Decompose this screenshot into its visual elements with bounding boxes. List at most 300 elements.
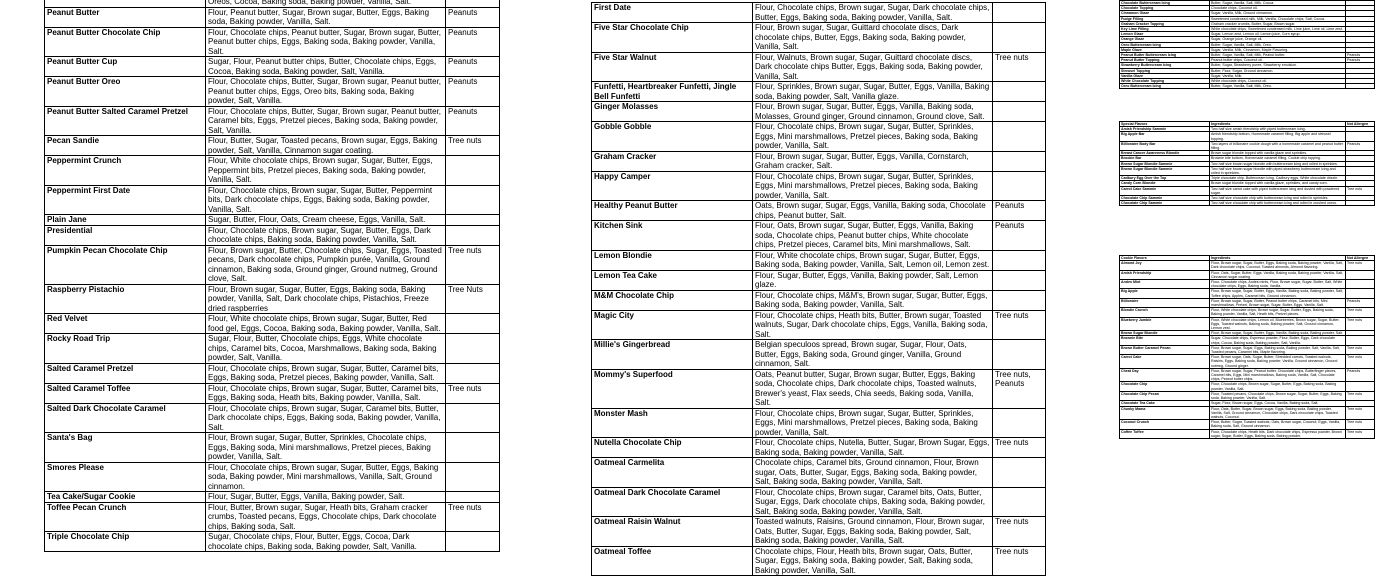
table-row xyxy=(45,383,500,403)
allergen-cell xyxy=(446,215,500,226)
flavor-name: Oatmeal Toffee xyxy=(592,546,753,576)
table-row xyxy=(592,250,1046,270)
ingredients-cell: Oats, Brown sugar, Sugar, Eggs, Vanilla, Baking soda, Chocolate chips, Peanut butter, Salt. xyxy=(753,201,993,221)
ingredients-cell: Two half size chocolate chip with buttercream icing and rolled in sprinkles. xyxy=(1210,196,1346,201)
table-row xyxy=(45,502,500,532)
table-row xyxy=(592,171,1046,201)
ingredients-cell: Flour, Chocolate chips, Brown sugar, Sugar, Dark chocolate chips, Butter, Eggs, Baking soda, Baking powder, Vanilla, Salt. xyxy=(753,3,993,23)
allergen-cell: Tree nuts xyxy=(1346,261,1375,270)
ingredients-cell: Flour, Butter, Sugar, Toasted pecans, Brown sugar, Eggs, Baking powder, Salt, Vanilla, Cinnamon sugar coating. xyxy=(206,136,446,156)
allergen-cell xyxy=(446,334,500,364)
table-row xyxy=(592,517,1046,547)
table-row xyxy=(45,215,500,226)
ingredients-cell: Two half size brown sugar blondie with buttercream icing and rolled in sprinkles. xyxy=(1210,161,1346,166)
ingredients-cell: Butter, Sugar, Vanilla, Salt, Milk, Oreo. xyxy=(1210,84,1346,89)
allergen-cell: Tree nuts xyxy=(446,502,500,532)
table-row xyxy=(1120,289,1375,298)
flavor-name: Carrot Cake Sammie xyxy=(1120,186,1210,195)
ingredients-cell: Flour, Chocolate chips, M&M's, Brown sugar, Sugar, Butter, Eggs, Baking soda, Baking powder, Vanilla, Salt. xyxy=(753,290,993,310)
ingredients-cell: Flour, Chocolate chips, Brown sugar, Sugar, Butter, Eggs, Baking soda, Baking powder, Mini marshmallows, Vanilla, Salt, Ground cinnamon. xyxy=(206,462,446,492)
flavor-name: Smores Please xyxy=(45,462,206,492)
ingredients-cell: Belgian speculoos spread, Brown sugar, Sugar, Flour, Oats, Butter, Eggs, Baking soda, Ground ginger, Vanilla, Ground cinnamon, Salt. xyxy=(753,340,993,370)
ingredients-cell: Flour, Oats, Butter, Sugar, Brown sugar, Eggs, Baking soda, Baking powder, Vanilla, Salt, Ground cinnamon, Chocolate chips, Dark chocolate chips, Toasted walnuts, Coconut. xyxy=(1210,406,1346,420)
allergen-cell xyxy=(446,532,500,552)
ingredients-cell: Flour, Oats, Brown sugar, Sugar, Butter, Eggs, Vanilla, Baking soda, Chocolate chips, Peanut butter chips, White chocolate chips, Pretzel pieces, Caramel bits, Mini marshmallows, Salt. xyxy=(753,221,993,251)
flavor-name: Chocolate Topping xyxy=(1120,6,1210,11)
ingredients-cell: Flour, Chocolate chips, Heath bits, Butter, Brown sugar, Toasted walnuts, Sugar, Dark chocolate chips, Eggs, Vanilla, Baking soda, Salt. xyxy=(753,310,993,340)
flavor-name: Salted Dark Chocolate Caramel xyxy=(45,403,206,433)
flavor-name: Millie's Gingerbread xyxy=(592,340,753,370)
special-flavors-table xyxy=(1119,121,1375,206)
allergen-cell: Peanuts xyxy=(1346,141,1375,150)
allergen-cell xyxy=(1346,336,1375,345)
table-row xyxy=(592,270,1046,290)
table-row xyxy=(592,310,1046,340)
ingredients-cell: Butter, Sugar, Vanilla, Salt, Milk, Oreo. xyxy=(1210,42,1346,47)
flavor-name: Brown Butter Caramel Pecan xyxy=(1120,345,1210,354)
table-row xyxy=(1120,429,1375,438)
ingredients-cell: Graham cracker crumbs, Butter, Sugar, Brown sugar. xyxy=(1210,21,1346,26)
flavor-name: Nutella Chocolate Chip xyxy=(592,438,753,458)
flavor-name: Peanut Butter xyxy=(45,7,206,27)
ingredients-cell: Peanut butter chips, Coconut oil. xyxy=(1210,58,1346,63)
allergen-cell: Tree nuts xyxy=(1346,406,1375,420)
flavor-name: Five Star Walnut xyxy=(592,52,753,82)
ingredients-cell: Butter, Sugar, Vanilla, Salt, Milk, Peanut butter. xyxy=(1210,53,1346,58)
table-row xyxy=(592,23,1046,53)
flavor-name: Rocky Road Trip xyxy=(45,334,206,364)
allergen-cell xyxy=(993,290,1046,310)
allergen-cell: Tree nuts xyxy=(1346,355,1375,369)
table-row xyxy=(45,57,500,77)
table-row xyxy=(45,363,500,383)
allergen-cell xyxy=(446,462,500,492)
ingredients-cell: Sugar, Flour, Brown sugar, Eggs, Cocoa, Vanilla, Baking soda, Salt. xyxy=(1210,401,1346,406)
table-row xyxy=(45,225,500,245)
allergen-cell xyxy=(446,433,500,463)
ingredients-cell: Flour, Sprinkles, Brown sugar, Sugar, Butter, Eggs, Vanilla, Baking soda, Baking powder, Salt, Vanilla glaze. xyxy=(753,82,993,102)
ingredients-cell: Flour, Chocolate chips, Brown sugar, Sugar, Butter, Caramel bits, Eggs, Baking soda, Pretzel pieces, Baking powder, Vanilla, Salt. xyxy=(206,363,446,383)
flavor-name: Chocolate Buttercream Icing xyxy=(1120,1,1210,6)
flavor-name: First Date xyxy=(592,3,753,23)
flavor-name: Blondie Crunch xyxy=(1120,308,1210,317)
ingredients-cell: Sugar, Orange juice, Orange oil. xyxy=(1210,37,1346,42)
ingredients-cell: Brownie bite bottom, Homemade caramel filling, Cookie chip topping. xyxy=(1210,156,1346,161)
flavor-name: Cadbury Egg Over the Top xyxy=(1120,176,1210,181)
table-row xyxy=(592,82,1046,102)
allergen-cell: Peanuts xyxy=(446,57,500,77)
flavor-name: Cheat Day xyxy=(1120,368,1210,382)
ingredients-cell: Flour, Chocolate chips, Brown sugar, Sugar, Butter, Eggs, Baking soda, Baking powder, Vanilla, Salt. xyxy=(1210,382,1346,391)
ingredients-cell: Flour, Chocolate chips, Nutella, Butter, Sugar, Brown Sugar, Eggs, Baking soda, Baking powder, Vanilla, Salt. xyxy=(753,438,993,458)
ingredients-cell: Sugar, Lemon zest, Lemon oil, Lemon juice, Corn syrup. xyxy=(1210,32,1346,37)
flavor-name: Carrot Cake xyxy=(1120,355,1210,369)
allergen-cell xyxy=(993,3,1046,23)
flavor-name: Coffee Toffee xyxy=(1120,429,1210,438)
flavor-name: Billionaire Body Bar xyxy=(1120,141,1210,150)
ingredients-cell: Flour, White chocolate chips, Brown sugar, Sugar, Butter, Eggs, Peppermint bits, Pretzel pieces, Baking soda, Baking powder, Vanilla, Salt. xyxy=(206,156,446,186)
flavor-name: Peanut Butter Oreo xyxy=(45,77,206,107)
allergen-cell xyxy=(1346,382,1375,391)
allergen-cell: Tree nuts xyxy=(993,52,1046,82)
toppings-table xyxy=(1119,0,1375,89)
header-ingredients: Ingredients xyxy=(1210,122,1346,127)
flavor-name: Funfetti, Heartbreaker Funfetti, Jingle Bell Funfetti xyxy=(592,82,753,102)
flavor-name: Peanut Butter Chocolate Chip xyxy=(45,27,206,57)
ingredients-cell: Flour, Brown sugar, Sugar, Peanut butter, Chocolate chips, Butterfinger pieces, Caramel bits, Eggs, Mini marshmallows, Baking soda, Vanilla, Salt, Chocolate chips, Peanut butter chips. xyxy=(1210,368,1346,382)
allergen-cell xyxy=(446,156,500,186)
flavor-name: Peppermint First Date xyxy=(45,185,206,215)
ingredients-cell: Flour, Chocolate chips, Brown sugar, Sugar, Butter, Sprinkles, Eggs, Mini marshmallows, Pretzel pieces, Baking soda, Baking powder, Vanilla, Salt. xyxy=(753,408,993,438)
table-row xyxy=(592,438,1046,458)
flavor-name: Big Apple xyxy=(1120,289,1210,298)
allergen-cell: Tree nuts xyxy=(993,546,1046,576)
table-row xyxy=(1120,84,1375,89)
flavor-name: Streusel Topping xyxy=(1120,68,1210,73)
table-row xyxy=(1120,317,1375,331)
flavor-name: Peanut Butter Topping xyxy=(1120,58,1210,63)
table-row xyxy=(1120,406,1375,420)
table-row xyxy=(45,106,500,136)
flavor-name: Pumpkin Pecan Chocolate Chip xyxy=(45,245,206,284)
table-row xyxy=(1120,186,1375,195)
flavor-name: Lemon Tea Cake xyxy=(592,270,753,290)
flavor-name: M&M Chocolate Chip xyxy=(592,290,753,310)
allergen-cell xyxy=(993,270,1046,290)
ingredients-cell: Flour, Brown sugar, Sugar, Guittard chocolate discs, Dark chocolate chips, Butter, Eggs, Baking soda, Baking powder, Vanilla, Salt. xyxy=(753,23,993,53)
ingredients-cell: Flour, Butter, Sugar, Toasted walnuts, Oats, Brown sugar, Coconut, Eggs, Vanilla, Baking soda, Salt, Ground cinnamon. xyxy=(1210,420,1346,429)
ingredients-cell: Flour, Chocolate chips, Brown sugar, Sugar, Butter, Eggs, Dark chocolate chips, Baking soda, Baking powder, Vanilla, Salt. xyxy=(206,225,446,245)
allergen-cell xyxy=(446,403,500,433)
allergen-cell xyxy=(446,314,500,334)
flavor-name: Lemon Glaze xyxy=(1120,32,1210,37)
flavor-name: White Chocolate Topping xyxy=(1120,79,1210,84)
allergen-cell xyxy=(993,82,1046,102)
ingredients-cell: Sugar, Chocolate chips, Flour, Butter, Eggs, Cocoa, Dark chocolate chips, Baking soda, Baking powder, Salt, Vanilla. xyxy=(206,532,446,552)
table-row xyxy=(45,492,500,503)
flavor-name: Billionaire xyxy=(1120,298,1210,307)
ingredients-cell: Flour, Sugar, Butter, Eggs, Vanilla, Baking powder, Salt. xyxy=(206,492,446,503)
ingredients-cell: Flour, Chocolate chips, Andes mints, Flour, Brown sugar, Sugar, Butter, Salt, White chocolate chips, Eggs, Baking soda, Vanilla. xyxy=(1210,280,1346,289)
flavor-name: Graham Cracker Topping xyxy=(1120,21,1210,26)
ingredients-cell: Brown sugar blondie topped with vanilla glaze and sprinkles. xyxy=(1210,151,1346,156)
ingredients-cell: Flour, Brown sugar, Sugar, Butter, Eggs, Baking soda, Baking powder, Vanilla, Salt, Dark chocolate chips, Coconut, Toasted almonds, Almond flavoring. xyxy=(1210,261,1346,270)
ingredients-cell: Flour, Chocolate chips, Heath bits, Dark chocolate chips, Espresso powder, Brown sugar, Sugar, Butter, Eggs, Baking soda, Baking powder. xyxy=(1210,429,1346,438)
table-row xyxy=(1120,141,1375,150)
table-row xyxy=(45,314,500,334)
ingredients-cell: Flour, Toasted pecans, Chocolate chips, Brown sugar, Sugar, Butter, Eggs, Baking soda, Baking powder, Vanilla, Salt. xyxy=(1210,391,1346,400)
flavor-name: Salted Caramel Toffee xyxy=(45,383,206,403)
flavor-name: Amish Friendship Sammie xyxy=(1120,127,1210,132)
flavor-name: Chunky Mama xyxy=(1120,406,1210,420)
flavor-name: Kitchen Sink xyxy=(592,221,753,251)
ingredients-cell: Flour, Brown sugar, Sugar, Butter, Eggs, Vanilla, Cornstarch, Graham cracker, Salt. xyxy=(753,151,993,171)
ingredients-cell: Flour, Butter, Brown sugar, Sugar, Heath bits, Graham cracker crumbs, Toasted pecans, Eggs, Chocolate chips, Dark chocolate chips, Baking soda, Salt. xyxy=(206,502,446,532)
ingredients-cell: Flour, Brown sugar, Butter, Chocolate chips, Sugar, Eggs, Toasted pecans, Dark chocolate chips, Pumpkin purée, Vanilla, Ground cinnamon, Baking soda, Ground ginger, Ground nutmeg, Ground clove, Salt. xyxy=(206,245,446,284)
table-row xyxy=(592,3,1046,23)
table-row xyxy=(45,284,500,314)
allergen-cell: Tree nuts xyxy=(1346,391,1375,400)
flavor-name: Amish Friendship xyxy=(1120,270,1210,279)
table-row xyxy=(592,102,1046,122)
flavor-table-left xyxy=(44,0,500,552)
flavor-name: Triple Chocolate Chip xyxy=(45,532,206,552)
allergen-cell: Peanuts xyxy=(1346,298,1375,307)
flavor-name: Santa's Bag xyxy=(45,433,206,463)
table-row xyxy=(1120,345,1375,354)
allergen-cell: Tree nuts xyxy=(1346,308,1375,317)
flavor-table-middle xyxy=(591,2,1046,576)
ingredients-cell: Oats, Peanut butter, Sugar, Brown sugar, Butter, Eggs, Baking soda, Chocolate chips, Dark chocolate chips, Toasted walnuts, Brewer's yeast, Flax seeds, Chia seeds, Baking soda, Vanilla, Salt. xyxy=(753,369,993,408)
flavor-name: Chocolate Chip Pecan xyxy=(1120,391,1210,400)
ingredients-cell: Flour, White chocolate chips, Brown sugar, Sugar, Butter, Eggs, Baking soda, Baking powder, Vanilla, Salt, Lemon oil, Lemon zest. xyxy=(753,250,993,270)
table-row xyxy=(592,290,1046,310)
allergen-cell xyxy=(1346,166,1375,175)
allergen-cell: Peanuts xyxy=(1346,53,1375,58)
table-row xyxy=(45,27,500,57)
table-row xyxy=(1120,336,1375,345)
ingredients-cell: Flour, Brown sugar, Sugar, Butter, Peanut butter chips, Caramel bits, Mini marshmallows, Pretzel, Brown sugar, Sugar, Butter, Eggs, Vanilla, Salt. xyxy=(1210,298,1346,307)
table-row xyxy=(1120,382,1375,391)
ingredients-cell: Flour, Brown sugar, Sugar, Butter, Eggs, Vanilla, Baking soda, Baking powder, Salt, Toffee chips, Apples, Caramel bits, Ground cinnamon. xyxy=(1210,289,1346,298)
flavor-name: Tea Cake/Sugar Cookie xyxy=(45,492,206,503)
flavor-name: Brookie Bar xyxy=(1120,156,1210,161)
ingredients-cell: Brown sugar blondie topped with vanilla glaze, sprinkles, and candy corn. xyxy=(1210,181,1346,186)
ingredients-cell: Flour, Brown sugar, Oats, Sugar, Butter, Shredded carrots, Toasted walnuts, Raisins, Eggs, Baking soda, Baking powder, Vanilla, Ground cinnamon, Ground nutmeg, Ground ginger. xyxy=(1210,355,1346,369)
flavor-name: Magic City xyxy=(592,310,753,340)
table-row xyxy=(1120,308,1375,317)
header-flavor: Special Flavors xyxy=(1120,122,1210,127)
ingredients-cell: Flour, Chocolate chips, Brown sugar, Sugar, Butter, Caramel bits, Eggs, Baking soda, Heath bits, Baking powder, Vanilla, Salt. xyxy=(206,383,446,403)
flavor-name: Peanut Butter Cup xyxy=(45,57,206,77)
flavor-name: Ginger Molasses xyxy=(592,102,753,122)
flavor-name: Healthy Peanut Butter xyxy=(592,201,753,221)
ingredients-cell: Flour, Brown sugar, Sugar, Butter, Eggs, Baking soda, Baking powder, Vanilla, Salt, Dark chocolate chips, Pistachios, Freeze dried raspberries xyxy=(206,284,446,314)
ingredients-cell: White chocolate chips, Sweetened condensed milk, Lime juice, Lime oil, Lime zest. xyxy=(1210,27,1346,32)
ingredients-cell: Oreos, Cocoa, Baking soda, Baking powder, Vanilla, Salt. xyxy=(206,0,446,7)
table-row xyxy=(45,245,500,284)
allergen-cell: Peanuts xyxy=(446,106,500,136)
flavor-name: Breast Cancer Awareness Blondie xyxy=(1120,151,1210,156)
table-row xyxy=(592,221,1046,251)
ingredients-cell: Triple chocolate chip, Buttercream icing, Cadbury eggs, White chocolate drizzle. xyxy=(1210,176,1346,181)
table-row xyxy=(592,458,1046,488)
allergen-cell xyxy=(1346,84,1375,89)
allergen-cell xyxy=(446,185,500,215)
allergen-cell xyxy=(1346,270,1375,279)
table-row xyxy=(592,487,1046,517)
allergen-cell xyxy=(1346,280,1375,289)
flavor-name: Salted Caramel Pretzel xyxy=(45,363,206,383)
ingredients-cell: Flour, Brown sugar, Sugar, Eggs, Baking soda, Baking powder, Salt, Vanilla, Salt, Toasted pecans, Caramel bits, Maple flavoring. xyxy=(1210,345,1346,354)
ingredients-cell: Sugar, Vanilla, Milk, Cinnamon, Maple Flavoring. xyxy=(1210,47,1346,52)
ingredients-cell: Flour, Chocolate chips, Brown sugar, Caramel bits, Oats, Butter, Sugar, Eggs, Dark chocolate chips, Baking soda, Baking powder, Salt, Baking soda, Baking powder, Vanilla, Salt. xyxy=(753,487,993,517)
table-row xyxy=(592,408,1046,438)
allergen-cell: Peanuts xyxy=(446,77,500,107)
ingredients-cell: Flour, Brown sugar, Sugar, Butter, Eggs, Vanilla, Baking soda, Molasses, Ground ginger, Ground cinnamon, Ground clove, Salt. xyxy=(753,102,993,122)
flavor-name: Raspberry Pistachio xyxy=(45,284,206,314)
table-row xyxy=(45,462,500,492)
table-row xyxy=(592,340,1046,370)
table-row xyxy=(1120,270,1375,279)
ingredients-cell: Butter, Sugar, Strawberry puree, Strawberry emulsion. xyxy=(1210,63,1346,68)
allergen-cell xyxy=(446,363,500,383)
ingredients-cell: Sweetened condensed milk, Milk, Vanilla, Chocolate chips, Salt, Cocoa. xyxy=(1210,16,1346,21)
allergen-cell xyxy=(1346,132,1375,141)
ingredients-cell: Amish friendship bottom, Homemade caramel filling, Big apple and streusel topping. xyxy=(1210,132,1346,141)
ingredients-cell: Flour, Brown sugar, Sugar, Butter, Eggs, Vanilla, Baking soda, Baking powder, Salt. xyxy=(1210,331,1346,336)
table-row xyxy=(592,201,1046,221)
flavor-name: Peppermint Crunch xyxy=(45,156,206,186)
allergen-cell xyxy=(993,487,1046,517)
table-row xyxy=(45,403,500,433)
flavor-name: Plain Jane xyxy=(45,215,206,226)
flavor-name: Brownie Bite xyxy=(1120,336,1210,345)
ingredients-cell: Flour, White chocolate chips, Brown sugar, Sugar, Butter, Red food gel, Eggs, Cocoa, Baking soda, Baking powder, Vanilla, Salt. xyxy=(206,314,446,334)
ingredients-cell: Flour, Sugar, Butter, Eggs, Vanilla, Baking powder, Salt, Lemon glaze. xyxy=(753,270,993,290)
table-row xyxy=(1120,280,1375,289)
allergen-cell xyxy=(446,492,500,503)
allergen-cell xyxy=(993,340,1046,370)
allergen-cell xyxy=(993,408,1046,438)
ingredients-cell: Chocolate chips, Coconut oil. xyxy=(1210,6,1346,11)
ingredients-cell: Two half size amish friendship with piped buttercream icing. xyxy=(1210,127,1346,132)
header-flavor: Cookie Flavors xyxy=(1120,256,1210,261)
ingredients-cell: Flour, Brown sugar, Sugar, Butter, Sprinkles, Chocolate chips, Eggs, Baking soda, Mini marshmallows, Pretzel pieces, Baking powder, Vanilla, Salt. xyxy=(206,433,446,463)
ingredients-cell: Butter, Flour, Sugar, Ground cinnamon. xyxy=(1210,68,1346,73)
table-row xyxy=(1120,355,1375,369)
header-ingredients: Ingredients xyxy=(1210,256,1346,261)
flavor-name: Coconut Crunch xyxy=(1120,420,1210,429)
allergen-cell: Tree nuts xyxy=(446,136,500,156)
allergen-cell: Tree nuts, Peanuts xyxy=(993,369,1046,408)
ingredients-cell: Flour, Chocolate chips, Peanut butter, Sugar, Brown sugar, Butter, Peanut butter chips, Eggs, Baking soda, Baking powder, Vanilla, Salt. xyxy=(206,27,446,57)
allergen-cell xyxy=(993,458,1046,488)
flavor-name: Brown Sugar Blondie xyxy=(1120,331,1210,336)
table-row xyxy=(1120,368,1375,382)
flavor-name: Chocolate Tea Cake xyxy=(1120,401,1210,406)
allergen-cell xyxy=(1346,289,1375,298)
ingredients-cell: White chocolate chips, Coconut oil. xyxy=(1210,79,1346,84)
table-row xyxy=(45,0,500,7)
allergen-cell: Tree nuts xyxy=(1346,429,1375,438)
table-row xyxy=(1120,161,1375,166)
table-row xyxy=(592,369,1046,408)
ingredients-cell: Flour, Chocolate chips, Butter, Sugar, Brown sugar, Peanut butter, Peanut butter chips, Eggs, Oreo bits, Baking soda, Baking powder, Salt, Vanilla. xyxy=(206,77,446,107)
allergen-cell: Peanuts xyxy=(993,221,1046,251)
ingredients-cell: Butter, Sugar, Vanilla, Salt, Milk, Cocoa. xyxy=(1210,1,1346,6)
table-row xyxy=(45,334,500,364)
allergen-cell xyxy=(446,0,500,7)
flavor-name: Candy Corn Blondie xyxy=(1120,181,1210,186)
header-allergen: Not Allergen xyxy=(1346,256,1375,261)
allergen-cell: Tree nuts xyxy=(993,517,1046,547)
allergen-cell: Peanuts xyxy=(1346,58,1375,63)
table-row xyxy=(45,156,500,186)
ingredients-cell: Sugar, Chocolate chips, Espresso powder, Flour, Butter, Eggs, Dark chocolate chips, Cocoa, Baking soda, Baking powder, Salt, Vanilla. xyxy=(1210,336,1346,345)
flavor-name: Chocolate Chip Sammie xyxy=(1120,201,1210,206)
flavor-name: Oreo Buttercream Icing xyxy=(1120,84,1210,89)
allergen-cell xyxy=(993,102,1046,122)
allergen-cell xyxy=(993,151,1046,171)
ingredients-cell: Flour, Chocolate chips, Butter, Sugar, Brown sugar, Peanut butter, Caramel bits, Eggs, Pretzel pieces, Baking soda, Baking powder, Salt, Vanilla. xyxy=(206,106,446,136)
flavor-name xyxy=(45,0,206,7)
ingredients-cell: Toasted walnuts, Raisins, Ground cinnamon, Flour, Brown sugar, Oats, Butter, Sugar, Eggs, Baking soda, Baking powder, Salt, Baking soda, Baking powder, Vanilla, Salt. xyxy=(753,517,993,547)
allergen-cell xyxy=(993,250,1046,270)
ingredients-cell: Flour, White chocolate chips, Brown sugar, Sugar, Butter, Eggs, Baking soda, Baking powder, Vanilla, Salt, Heath bits, Pretzel pieces. xyxy=(1210,308,1346,317)
allergen-cell: Tree nuts xyxy=(1346,186,1375,195)
ingredients-cell: Flour, Oats, Sugar, Butter, Eggs, Vanilla, Baking soda, Baking powder, Vanilla, Salt, Cinnamon sugar coating. xyxy=(1210,270,1346,279)
allergen-cell xyxy=(993,171,1046,201)
flavor-name: Peanut Butter Salted Caramel Pretzel xyxy=(45,106,206,136)
allergen-cell: Tree nuts xyxy=(1346,420,1375,429)
ingredients-cell: Flour, Chocolate chips, Brown sugar, Sugar, Butter, Sprinkles, Eggs, Mini marshmallows, Pretzel pieces, Baking soda, Baking powder, Vanilla, Salt. xyxy=(753,171,993,201)
table-row xyxy=(592,151,1046,171)
flavor-name: Oatmeal Raisin Walnut xyxy=(592,517,753,547)
allergen-cell: Peanuts xyxy=(446,7,500,27)
flavor-name: Toffee Pecan Crunch xyxy=(45,502,206,532)
ingredients-cell: Flour, Walnuts, Brown sugar, Sugar, Guittard chocolate discs, Dark chocolate chips Butter, Eggs, Baking soda, Baking powder, Vanilla, Salt. xyxy=(753,52,993,82)
flavor-name: Blueberry Jumble xyxy=(1120,317,1210,331)
table-row xyxy=(45,7,500,27)
flavor-name: Almond Joy xyxy=(1120,261,1210,270)
allergen-cell: Tree nuts xyxy=(993,310,1046,340)
table-row xyxy=(45,532,500,552)
allergen-cell: Peanuts xyxy=(993,201,1046,221)
ingredients-cell: Sugar, Vanilla, Milk, Ground cinnamon. xyxy=(1210,11,1346,16)
allergen-cell: Peanuts xyxy=(446,27,500,57)
flavor-name: Chocolate Chip xyxy=(1120,382,1210,391)
ingredients-cell: Flour, Peanut butter, Sugar, Brown sugar, Butter, Eggs, Baking soda, Baking powder, Vanilla, Salt. xyxy=(206,7,446,27)
flavor-name: Oatmeal Dark Chocolate Caramel xyxy=(592,487,753,517)
flavor-name: Gobble Gobble xyxy=(592,122,753,152)
flavor-name: Brown Sugar Blondie Sammie xyxy=(1120,161,1210,166)
ingredients-cell: Sugar, Flour, Peanut butter chips, Butter, Chocolate chips, Eggs, Cocoa, Baking soda, Baking powder, Salt, Vanilla. xyxy=(206,57,446,77)
ingredients-cell: Sugar, Flour, Butter, Chocolate chips, Eggs, White chocolate chips, Caramel bits, Cocoa, Marshmallows, Baking soda, Baking powder, Salt, Vanilla. xyxy=(206,334,446,364)
table-row xyxy=(592,52,1046,82)
flavor-name: Presidential xyxy=(45,225,206,245)
ingredients-cell: Two half size chocolate chip with buttercream icing and rolled in crushed oreos. xyxy=(1210,201,1346,206)
table-row xyxy=(592,122,1046,152)
flavor-name: Graham Cracker xyxy=(592,151,753,171)
ingredients-cell: Chocolate chips, Flour, Heath bits, Brown sugar, Oats, Butter, Sugar, Eggs, Baking soda, Baking powder, Salt, Baking soda, Baking powder, Vanilla, Salt. xyxy=(753,546,993,576)
flavor-name: Orange Glaze xyxy=(1120,37,1210,42)
allergen-cell xyxy=(993,122,1046,152)
table-row xyxy=(592,546,1046,576)
ingredients-cell: Two layers of billionaire cookie dough with a homemade caramel and peanut butter filling. xyxy=(1210,141,1346,150)
flavor-name: Maple Glaze xyxy=(1120,47,1210,52)
table-row xyxy=(1120,201,1375,206)
allergen-cell: Peanuts xyxy=(1346,368,1375,382)
flavor-name: Monster Mash xyxy=(592,408,753,438)
ingredients-cell: Two half size carrot cake with piped buttercream icing and dusted with powdered sugar. xyxy=(1210,186,1346,195)
ingredients-cell: Flour, Chocolate chips, Brown sugar, Sugar, Butter, Sprinkles, Eggs, Mini marshmallows, Pretzel pieces, Baking soda, Baking powder, Vanilla, Salt. xyxy=(753,122,993,152)
flavor-name: Andes Mint xyxy=(1120,280,1210,289)
flavor-name: Mommy's Superfood xyxy=(592,369,753,408)
table-row xyxy=(1120,420,1375,429)
flavor-name: Big Apple Bar xyxy=(1120,132,1210,141)
flavor-name: Pecan Sandie xyxy=(45,136,206,156)
ingredients-cell: Flour, Chocolate chips, Brown sugar, Sugar, Butter, Peppermint bits, Dark chocolate chips, Eggs, Baking soda, Baking powder, Vanilla, Salt. xyxy=(206,185,446,215)
flavor-name: Red Velvet xyxy=(45,314,206,334)
allergen-cell: Tree nuts xyxy=(993,438,1046,458)
ingredients-cell: Chocolate chips, Caramel bits, Ground cinnamon, Flour, Brown sugar, Oats, Butter, Sugar, Eggs, Baking soda, Baking powder, Salt, Baking soda, Baking powder, Vanilla, Salt. xyxy=(753,458,993,488)
ingredients-cell: Two half size brown sugar blondie with piped strawberry buttercream icing and rolled in sprinkles. xyxy=(1210,166,1346,175)
allergen-cell: Tree nuts xyxy=(1346,317,1375,331)
flavor-name: Key Lime Filling xyxy=(1120,27,1210,32)
allergen-cell xyxy=(446,225,500,245)
table-row xyxy=(1120,261,1375,270)
